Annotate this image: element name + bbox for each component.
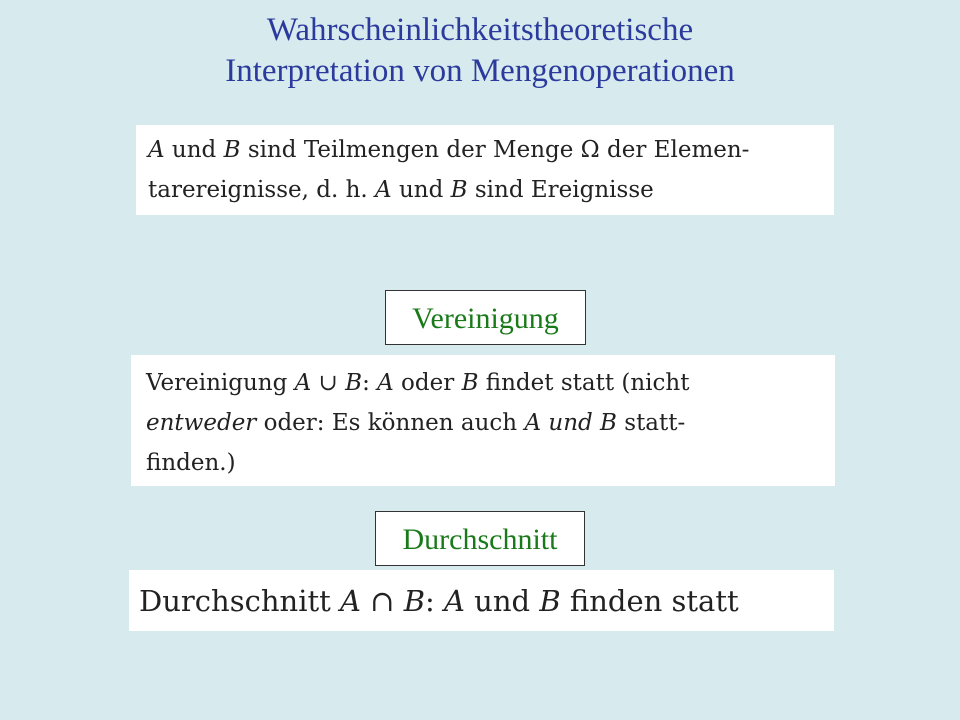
- union-line-1: [146, 363, 835, 403]
- text: statt-: [616, 410, 686, 436]
- var-b: B: [403, 584, 426, 618]
- text: sind Teilmengen der Menge Ω der Elemen-: [240, 137, 750, 163]
- text: finden statt: [560, 584, 739, 618]
- text: :: [362, 370, 378, 396]
- text: und: [391, 177, 451, 203]
- var-a: A: [524, 410, 542, 436]
- text: tarereignisse, d. h.: [148, 177, 376, 203]
- slide-title: [0, 10, 960, 92]
- intro-line-1: [148, 130, 834, 170]
- var-b: B: [345, 370, 363, 396]
- text: findet statt (nicht: [478, 370, 690, 396]
- text: und: [464, 584, 540, 618]
- var-a: A: [377, 370, 394, 396]
- text: und: [164, 137, 224, 163]
- emphasis: und: [548, 410, 593, 436]
- intersection-operator: ∩: [360, 584, 404, 618]
- title-line-1: Wahrscheinlichkeitstheoretische: [266, 12, 694, 48]
- var-b: B: [450, 177, 468, 203]
- text: oder: Es können auch: [256, 410, 525, 436]
- union-line-3: finden.): [146, 450, 236, 476]
- var-b: B: [223, 137, 241, 163]
- text: Durchschnitt: [139, 584, 340, 618]
- intersection-line-1: [139, 581, 834, 621]
- intro-text-box: [136, 125, 834, 215]
- var-a: A: [148, 137, 165, 163]
- intersection-label: Durchschnitt: [375, 511, 585, 566]
- title-line-2: Interpretation von Mengenoperationen: [225, 53, 735, 89]
- var-b: B: [600, 410, 617, 436]
- text: :: [425, 584, 445, 618]
- union-label: Vereinigung: [385, 290, 586, 345]
- var-a: A: [375, 177, 392, 203]
- var-a: A: [340, 584, 361, 618]
- var-b: B: [461, 370, 479, 396]
- var-b: B: [539, 584, 561, 618]
- emphasis: entweder: [146, 410, 257, 436]
- intro-line-2: [148, 170, 834, 210]
- union-text-box: [131, 355, 835, 486]
- var-a: A: [444, 584, 465, 618]
- text: Vereinigung: [146, 370, 295, 396]
- intersection-text-box: [129, 570, 834, 631]
- text: oder: [393, 370, 462, 396]
- text: sind Ereignisse: [467, 177, 654, 203]
- text: [593, 410, 600, 436]
- union-line-2: [146, 403, 835, 443]
- var-a: A: [294, 370, 312, 396]
- union-operator: ∪: [311, 370, 346, 396]
